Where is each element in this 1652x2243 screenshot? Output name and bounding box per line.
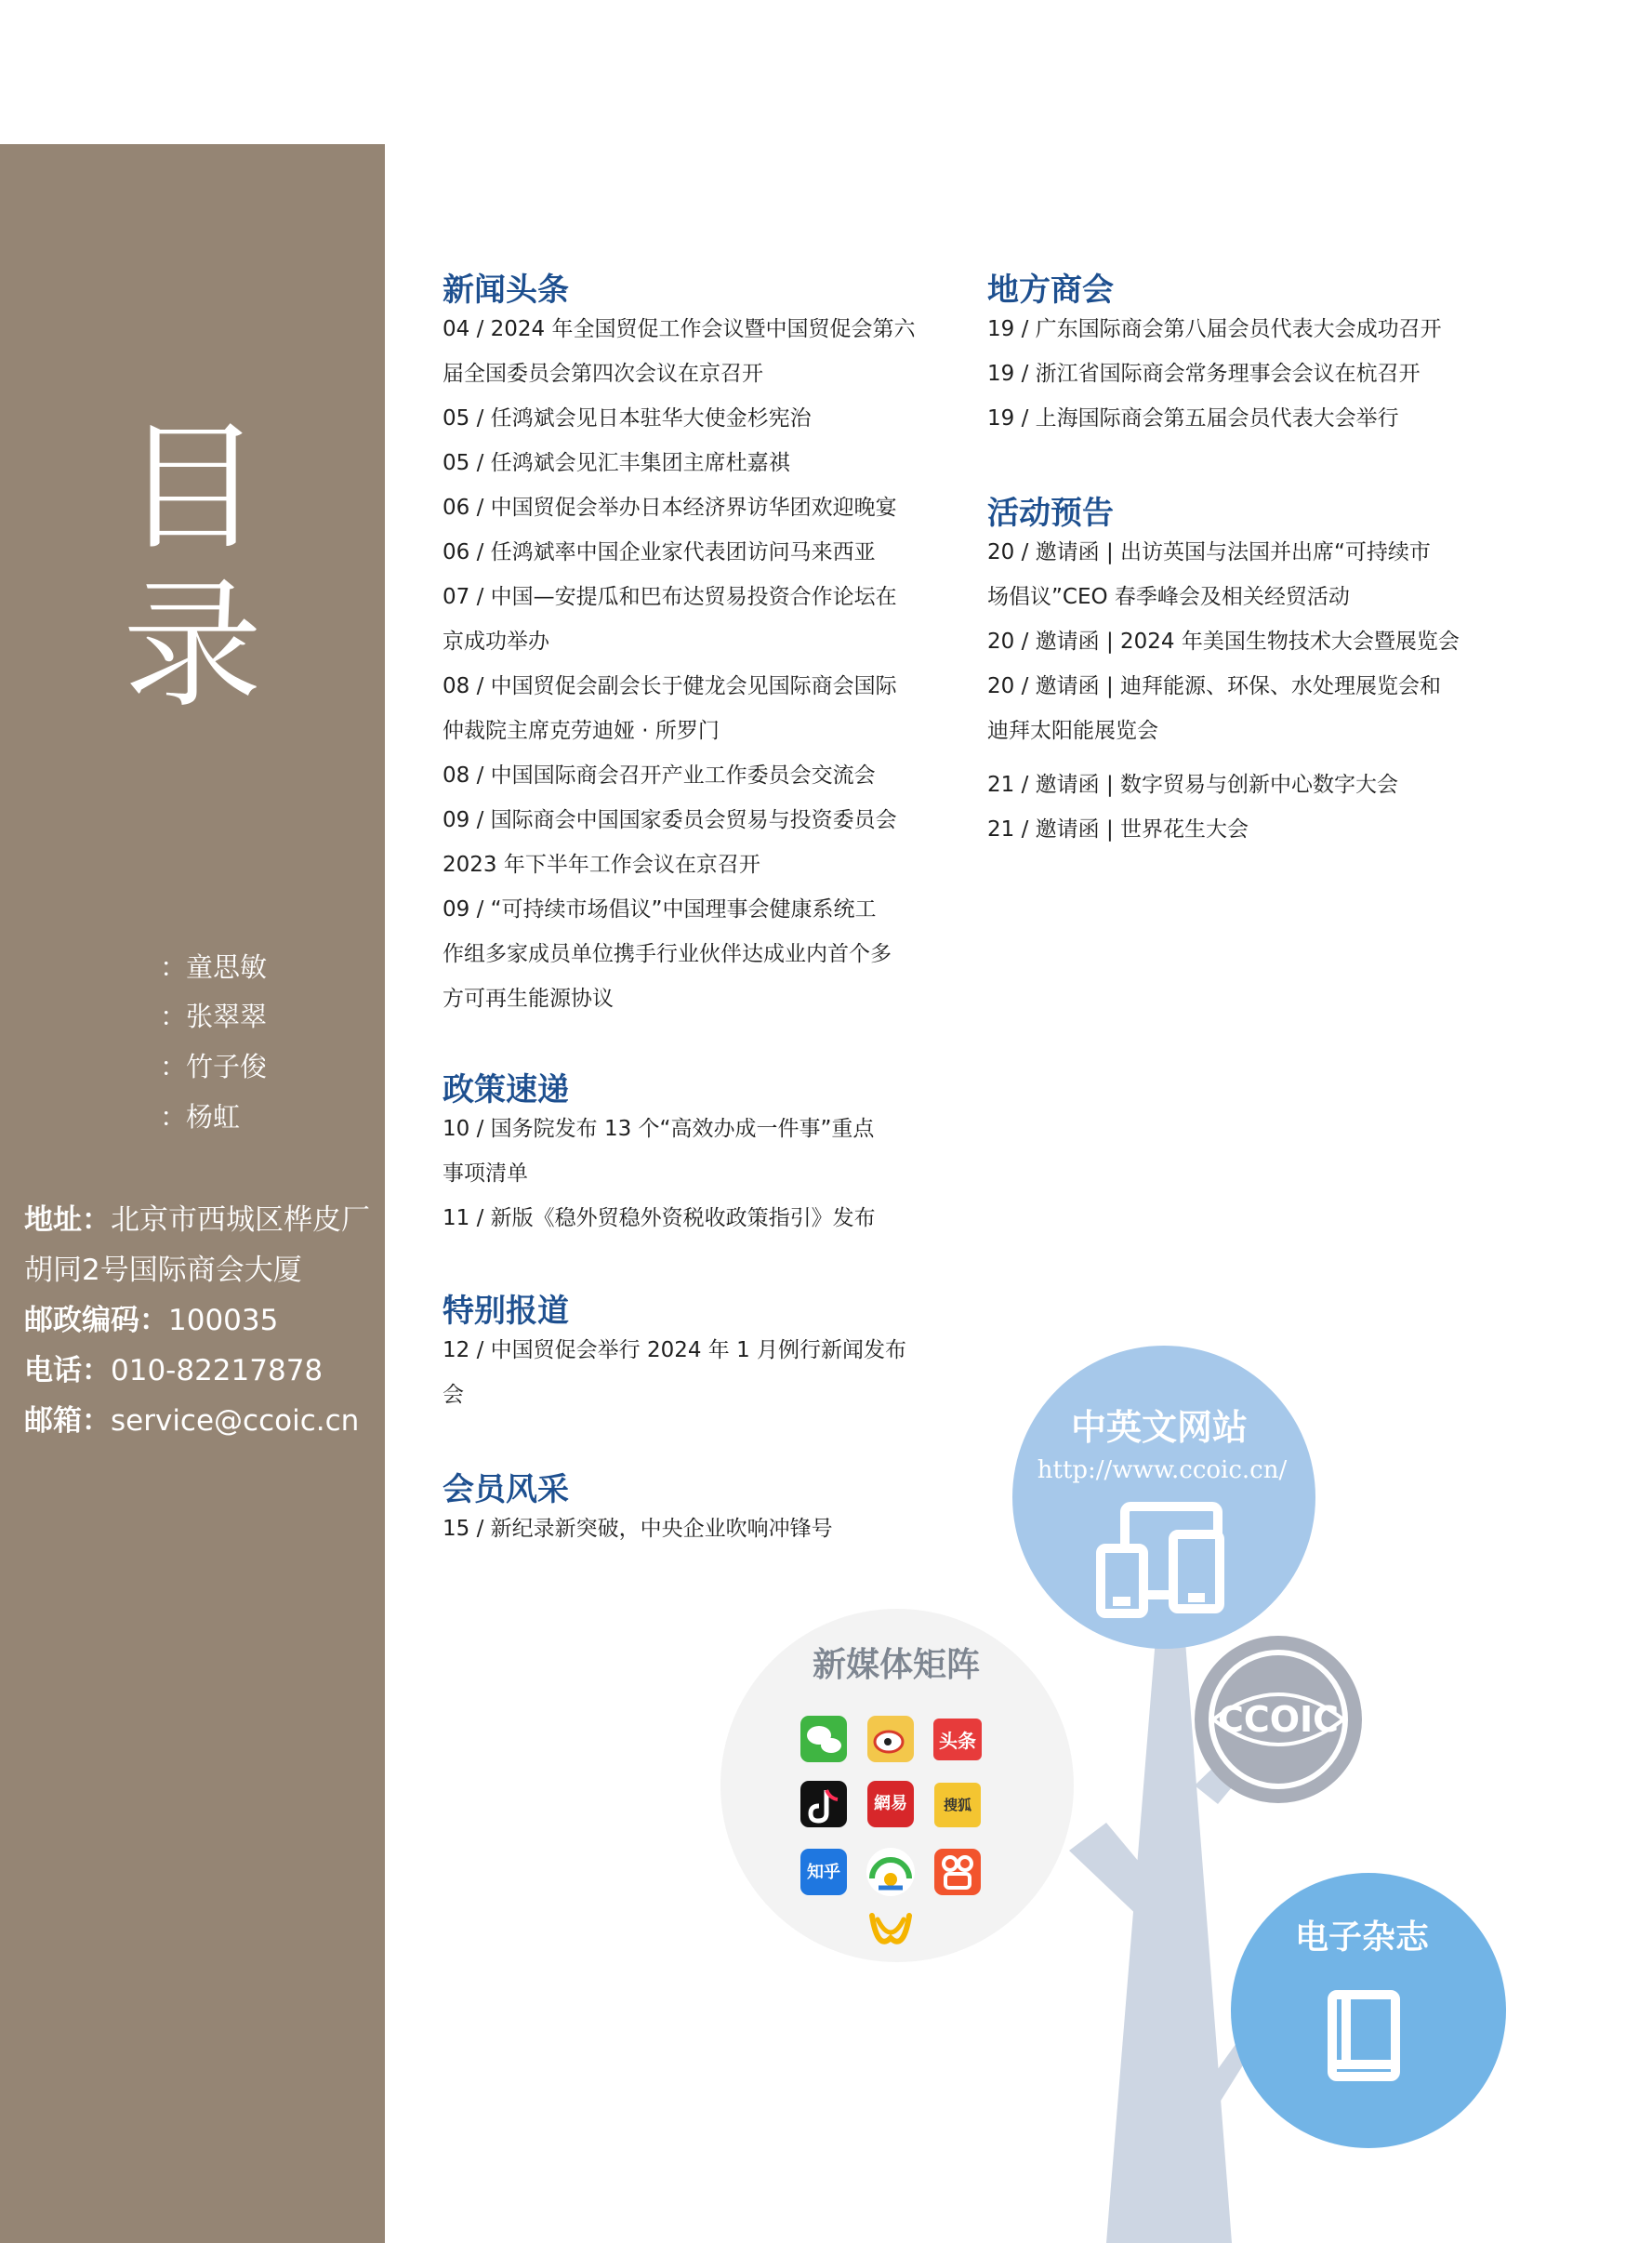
toc-entry-news[interactable]: 作组多家成员单位携手行业伙伴达成业内首个多 bbox=[443, 942, 892, 966]
wechat-icon bbox=[800, 1716, 847, 1762]
toc-entry-news[interactable]: 08 / 中国贸促会副会长于健龙会见国际商会国际 bbox=[443, 674, 897, 698]
toc-title-char-2: 录 bbox=[122, 565, 262, 727]
section-title-policy: 政策速递 bbox=[443, 1071, 569, 1108]
postcode-label: 邮政编码： bbox=[24, 1304, 168, 1337]
netease-icon bbox=[867, 1781, 914, 1827]
email-value: service@ccoic.cn bbox=[111, 1404, 360, 1438]
phone-label: 电话： bbox=[24, 1354, 111, 1387]
section-title-special: 特别报道 bbox=[443, 1293, 569, 1330]
toc-entry-special[interactable]: 会 bbox=[443, 1383, 464, 1407]
credit-separator: ： bbox=[160, 951, 188, 983]
toc-entry-news[interactable]: 届全国委员会第四次会议在京召开 bbox=[443, 362, 763, 386]
section-title-news: 新闻头条 bbox=[443, 272, 569, 309]
sidebar bbox=[0, 144, 385, 2243]
credit-value: 张翠翠 bbox=[186, 1001, 268, 1032]
section-title-members: 会员风采 bbox=[443, 1471, 569, 1508]
toc-title-char-1: 目 bbox=[122, 407, 262, 569]
magazine-title: 电子杂志 bbox=[1294, 1918, 1430, 1957]
toc-entry-news[interactable]: 04 / 2024 年全国贸促工作会议暨中国贸促会第六 bbox=[443, 317, 916, 341]
section-title-local: 地方商会 bbox=[987, 272, 1114, 309]
toc-entry-news[interactable]: 方可再生能源协议 bbox=[443, 987, 614, 1011]
douyin-icon bbox=[800, 1781, 847, 1827]
website-circle bbox=[1012, 1346, 1315, 1649]
sohu-label: 搜狐 bbox=[943, 1797, 972, 1813]
toutiao-icon bbox=[933, 1719, 982, 1760]
credit-separator: ： bbox=[160, 1001, 188, 1032]
toc-entry-events[interactable]: 迪拜太阳能展览会 bbox=[987, 719, 1158, 743]
toc-entry-news[interactable]: 仲裁院主席克劳迪娅 · 所罗门 bbox=[443, 719, 720, 743]
toc-entry-events[interactable]: 20 / 邀请函 | 2024 年美国生物技术大会暨展览会 bbox=[987, 630, 1460, 654]
ccoic-logo-text: CCOIC bbox=[1217, 1699, 1340, 1740]
toc-entry-events[interactable]: 20 / 邀请函 | 出访英国与法国并出席“可持续市 bbox=[987, 540, 1431, 564]
toc-entry-events[interactable]: 21 / 邀请函 | 世界花生大会 bbox=[987, 817, 1249, 842]
toc-entry-news[interactable]: 2023 年下半年工作会议在京召开 bbox=[443, 853, 760, 877]
credit-separator: ： bbox=[160, 1051, 188, 1082]
qq-icon bbox=[866, 1848, 915, 1896]
email-label: 邮箱： bbox=[24, 1404, 111, 1438]
toc-entry-news[interactable]: 07 / 中国—安提瓜和巴布达贸易投资合作论坛在 bbox=[443, 585, 897, 609]
address-line-2: 胡同2号国际商会大厦 bbox=[24, 1254, 302, 1287]
toc-entry-policy[interactable]: 事项清单 bbox=[443, 1161, 528, 1186]
postcode-value: 100035 bbox=[168, 1304, 279, 1337]
postcode bbox=[24, 1302, 278, 1339]
toc-entry-news[interactable]: 京成功举办 bbox=[443, 630, 549, 654]
media-channels-graphic bbox=[707, 1321, 1652, 2243]
toc-entry-members[interactable]: 15 / 新纪录新突破，中央企业吹响冲锋号 bbox=[443, 1517, 833, 1541]
address-value: 北京市西城区桦皮厂 bbox=[111, 1203, 370, 1237]
credit-value: 竹子俊 bbox=[186, 1051, 268, 1082]
credit-value: 童思敏 bbox=[186, 951, 268, 983]
website-title: 中英文网站 bbox=[1070, 1407, 1249, 1448]
toc-entry-news[interactable]: 09 / “可持续市场倡议”中国理事会健康系统工 bbox=[443, 897, 877, 922]
section-title-events: 活动预告 bbox=[987, 495, 1114, 532]
toc-entry-news[interactable]: 06 / 任鸿斌率中国企业家代表团访问马来西亚 bbox=[443, 540, 876, 564]
toc-entry-news[interactable]: 05 / 任鸿斌会见汇丰集团主席杜嘉祺 bbox=[443, 451, 790, 475]
toc-entry-news[interactable]: 05 / 任鸿斌会见日本驻华大使金杉宪治 bbox=[443, 406, 812, 431]
toc-entry-policy[interactable]: 11 / 新版《稳外贸稳外资税收政策指引》发布 bbox=[443, 1206, 876, 1230]
address-line-1 bbox=[24, 1201, 370, 1239]
zhihu-icon bbox=[800, 1849, 847, 1895]
toutiao-label: 头条 bbox=[939, 1730, 976, 1752]
toc-entry-news[interactable]: 09 / 国际商会中国国家委员会贸易与投资委员会 bbox=[443, 808, 897, 832]
toc-entry-events[interactable]: 20 / 邀请函 | 迪拜能源、环保、水处理展览会和 bbox=[987, 674, 1442, 698]
toc-entry-news[interactable]: 06 / 中国贸促会举办日本经济界访华团欢迎晚宴 bbox=[443, 496, 897, 520]
toc-entry-special[interactable]: 12 / 中国贸促会举行 2024 年 1 月例行新闻发布 bbox=[443, 1338, 907, 1362]
phone bbox=[24, 1352, 323, 1389]
phone-value: 010-82217878 bbox=[111, 1354, 324, 1387]
toc-entry-policy[interactable]: 10 / 国务院发布 13 个“高效办成一件事”重点 bbox=[443, 1117, 875, 1141]
sohu-icon bbox=[934, 1783, 981, 1827]
weibo-icon bbox=[867, 1716, 914, 1762]
email bbox=[24, 1402, 359, 1440]
media-matrix-title: 新媒体矩阵 bbox=[812, 1646, 981, 1684]
toc-entry-news[interactable]: 08 / 中国国际商会召开产业工作委员会交流会 bbox=[443, 763, 876, 788]
toc-entry-events[interactable]: 21 / 邀请函 | 数字贸易与创新中心数字大会 bbox=[987, 773, 1399, 797]
toc-entry-events[interactable]: 场倡议”CEO 春季峰会及相关经贸活动 bbox=[987, 585, 1350, 609]
netease-label: 網易 bbox=[874, 1794, 907, 1813]
toc-entry-local[interactable]: 19 / 上海国际商会第五届会员代表大会举行 bbox=[987, 406, 1399, 431]
website-url: http://www.ccoic.cn/ bbox=[1037, 1456, 1288, 1484]
credit-value: 杨虹 bbox=[186, 1101, 241, 1133]
magazine-circle bbox=[1231, 1873, 1506, 2148]
credit-separator: ： bbox=[160, 1101, 188, 1133]
toc-entry-local[interactable]: 19 / 广东国际商会第八届会员代表大会成功召开 bbox=[987, 317, 1442, 341]
kuaishou-icon bbox=[934, 1849, 981, 1895]
toc-entry-local[interactable]: 19 / 浙江省国际商会常务理事会会议在杭召开 bbox=[987, 362, 1421, 386]
zhihu-label: 知乎 bbox=[807, 1863, 840, 1882]
address-label: 地址： bbox=[24, 1203, 111, 1237]
